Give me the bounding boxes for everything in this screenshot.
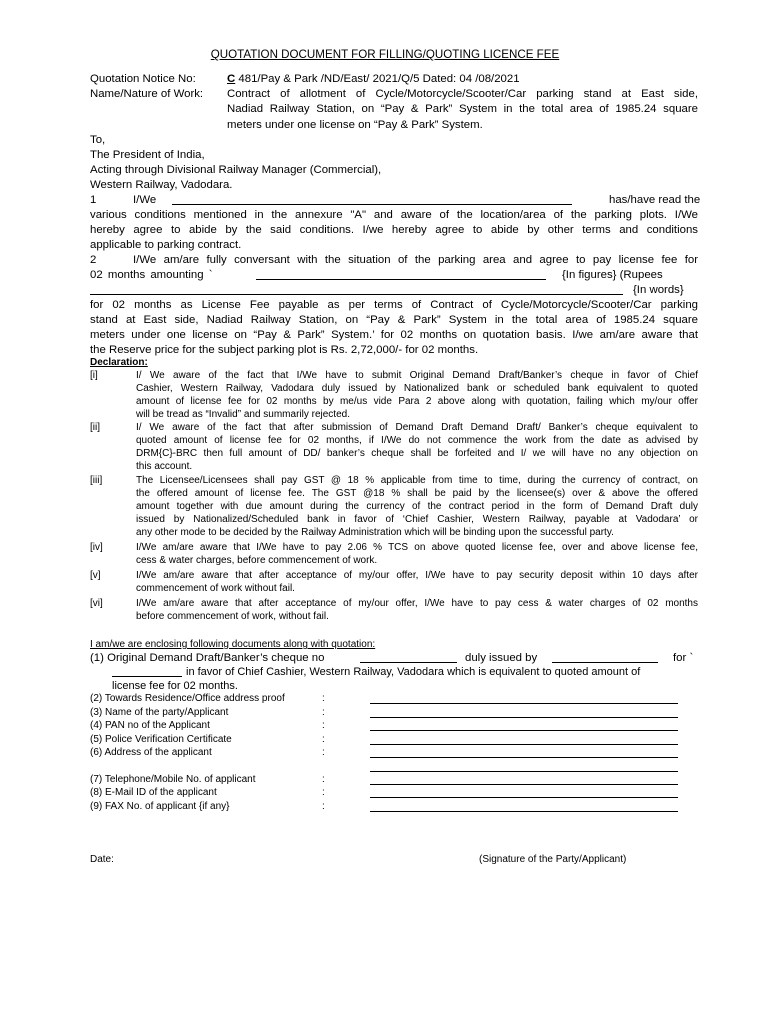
- declaration-item-line: commencement of work without fail.: [136, 583, 295, 594]
- date-label: Date:: [90, 854, 114, 865]
- para1-number: 1: [90, 194, 97, 206]
- field-blank[interactable]: [370, 744, 678, 745]
- declaration-item-line: I/ We aware of the fact that I/We have to submit Original Demand Draft/Banker’s cheque in favor of Chief: [136, 370, 698, 381]
- signature-label: (Signature of the Party/Applicant): [479, 854, 627, 865]
- enclosure-1-part-a: (1) Original Demand Draft/Banker’s cheque no: [90, 652, 325, 664]
- declaration-item-line: the offered amount of license fee. The GST @18 % shall be paid by the licensee(s) over & above the offered: [136, 488, 698, 499]
- field-label: (3) Name of the party/Applicant: [90, 707, 229, 718]
- field-label: (6) Address of the applicant: [90, 747, 212, 758]
- field-colon: :: [322, 774, 325, 785]
- para2-line-6: meters under one license on “Pay & Park” System.’ for 02 months on quotation basis. I/we am/are aware that: [90, 329, 698, 341]
- declaration-heading: Declaration:: [90, 357, 148, 368]
- work-line-1: Contract of allotment of Cycle/Motorcycle/Scooter/Car parking stand at East side,: [227, 88, 698, 100]
- para2-number: 2: [90, 254, 97, 266]
- field-colon: :: [322, 693, 325, 704]
- work-label: Name/Nature of Work:: [90, 88, 204, 100]
- declaration-item-number: [iii]: [90, 475, 103, 486]
- field-blank-extra[interactable]: [370, 771, 678, 772]
- field-label: (8) E-Mail ID of the applicant: [90, 787, 217, 798]
- field-blank[interactable]: [370, 797, 678, 798]
- declaration-item-line: before commencement of work, without fail.: [136, 611, 329, 622]
- cheque-number-blank[interactable]: [360, 662, 457, 663]
- notice-prefix: C: [227, 73, 236, 85]
- enclosure-1-line-2: in favor of Chief Cashier, Western Railway, Vadodara which is equivalent to quoted amount of: [186, 666, 641, 678]
- declaration-item-line: this account.: [136, 461, 193, 472]
- para2-line-2b: {In figures} (Rupees: [562, 269, 663, 281]
- declaration-item-line: amount of license fee for 02 months by me/us vide Para 2 above along with quotation, failing which my/our offer: [136, 396, 698, 407]
- field-blank[interactable]: [370, 717, 678, 718]
- declaration-item-line: I/ We aware of the fact that after submission of Demand Draft Demand Draft/ Banker’s cheque equivalent to: [136, 422, 698, 433]
- field-colon: :: [322, 720, 325, 731]
- declaration-item-line: will be tread as “Invalid” and summarily rejected.: [136, 409, 350, 420]
- para2-line-1: I/We am/are fully conversant with the situation of the parking area and agree to pay license fee for: [133, 254, 698, 266]
- declaration-item-number: [i]: [90, 370, 98, 381]
- para1-tail: has/have read the: [609, 194, 701, 206]
- enclosures-heading: I am/we are enclosing following documents along with quotation:: [90, 639, 376, 650]
- enclosure-1-part-b: duly issued by: [465, 652, 538, 664]
- declaration-item-line: Cashier, Western Railway, Vadodara duly issued by Nationalized bank or scheduled bank equivalent to quoted: [136, 383, 698, 394]
- field-label: (4) PAN no of the Applicant: [90, 720, 210, 731]
- field-colon: :: [322, 787, 325, 798]
- amount-words-blank[interactable]: [90, 294, 623, 295]
- field-colon: :: [322, 801, 325, 812]
- declaration-item-number: [vi]: [90, 598, 103, 609]
- declaration-item-number: [ii]: [90, 422, 100, 433]
- address-to: To,: [90, 134, 106, 146]
- declaration-item-line: amount together with due amount during the currency of the contract period in the form of Demand Draft duly: [136, 501, 698, 512]
- para1-line-3: hereby agree to abide by the said conditions. I/we hereby agree to abide by other terms and conditions: [90, 224, 698, 236]
- declaration-item-number: [v]: [90, 570, 101, 581]
- para1-name-blank[interactable]: [172, 204, 572, 205]
- declaration-item-line: quoted amount of license fee for 02 months, if I/We do not commence the work from the date as advised by: [136, 435, 698, 446]
- para2-line-7: the Reserve price for the subject parking plot is Rs. 2,72,000/- for 02 months.: [90, 344, 479, 356]
- declaration-item-line: I/We am/are aware that after acceptance of my/our offer, I/We have to pay cess & water charges of 02 months: [136, 598, 698, 609]
- para2-line-2a: 02 months amounting `: [90, 269, 213, 281]
- declaration-item-line: I/We am/are aware that after acceptance of my/our offer, I/We have to pay security deposit within 10 days after: [136, 570, 698, 581]
- field-blank[interactable]: [370, 730, 678, 731]
- declaration-item-line: The Licensee/Licensees shall pay GST @ 18 % applicable from time to time, during the currency of contract, on: [136, 475, 698, 486]
- field-label: (5) Police Verification Certificate: [90, 734, 232, 745]
- address-line-3: Western Railway, Vadodara.: [90, 179, 233, 191]
- notice-details: 481/Pay & Park /ND/East/ 2021/Q/5 Dated: 04 /08/2021: [235, 73, 520, 85]
- field-colon: :: [322, 707, 325, 718]
- field-colon: :: [322, 747, 325, 758]
- declaration-item-line: any other mode to be decided by the Railway Administration which will be binding upon the successful party.: [136, 527, 614, 538]
- field-label: (9) FAX No. of applicant {if any}: [90, 801, 230, 812]
- address-line-1: The President of India,: [90, 149, 205, 161]
- work-line-2: Nadiad Railway Station, on “Pay & Park” System in the total area of 1985.24 square: [227, 103, 698, 115]
- enclosure-1-part-c: for `: [673, 652, 694, 664]
- para2-line-5: stand at East side, Nadiad Railway Station, on “Pay & Park” System in the total area of 1985.24 square: [90, 314, 698, 326]
- declaration-item-line: cess & water charges, before commencement of work.: [136, 555, 378, 566]
- declaration-item-line: DRM{C}-BRC then full amount of DD/ banker’s cheque shall be forfeited and I/ we will have no any objection on: [136, 448, 698, 459]
- notice-label: Quotation Notice No:: [90, 73, 196, 85]
- field-blank[interactable]: [370, 784, 678, 785]
- para2-line-4: for 02 months as License Fee payable as per terms of Contract of Cycle/Motorcycle/Scooter/Car parking: [90, 299, 698, 311]
- declaration-item-line: I/We am/are aware that I/We have to pay 2.06 % TCS on above quoted license fee, over and above license fee,: [136, 542, 698, 553]
- address-line-2: Acting through Divisional Railway Manager (Commercial),: [90, 164, 382, 176]
- field-label: (7) Telephone/Mobile No. of applicant: [90, 774, 256, 785]
- field-label: (2) Towards Residence/Office address proof: [90, 693, 285, 704]
- field-colon: :: [322, 734, 325, 745]
- cheque-amount-blank[interactable]: [112, 676, 182, 677]
- amount-figures-blank[interactable]: [256, 279, 546, 280]
- field-blank[interactable]: [370, 703, 678, 704]
- issued-by-blank[interactable]: [552, 662, 658, 663]
- para2-line-3b: {In words}: [633, 284, 684, 296]
- field-blank[interactable]: [370, 757, 678, 758]
- notice-value: [227, 72, 520, 86]
- para1-line-2: various conditions mentioned in the annexure "A" and aware of the location/area of the parking plots. I/We: [90, 209, 698, 221]
- para1-line-4: applicable to parking contract.: [90, 239, 242, 251]
- field-blank[interactable]: [370, 811, 678, 812]
- declaration-item-line: issued by Nationalized/Scheduled bank in favor of ‘Chief Cashier, Western Railway, payable at Vadodara’ or: [136, 514, 698, 525]
- document-title: QUOTATION DOCUMENT FOR FILLING/QUOTING LICENCE FEE: [210, 48, 560, 61]
- enclosure-1-line-3: license fee for 02 months.: [112, 680, 238, 692]
- declaration-item-number: [iv]: [90, 542, 103, 553]
- para1-we: I/We: [133, 194, 157, 206]
- work-line-3: meters under one license on “Pay & Park” System.: [227, 119, 483, 131]
